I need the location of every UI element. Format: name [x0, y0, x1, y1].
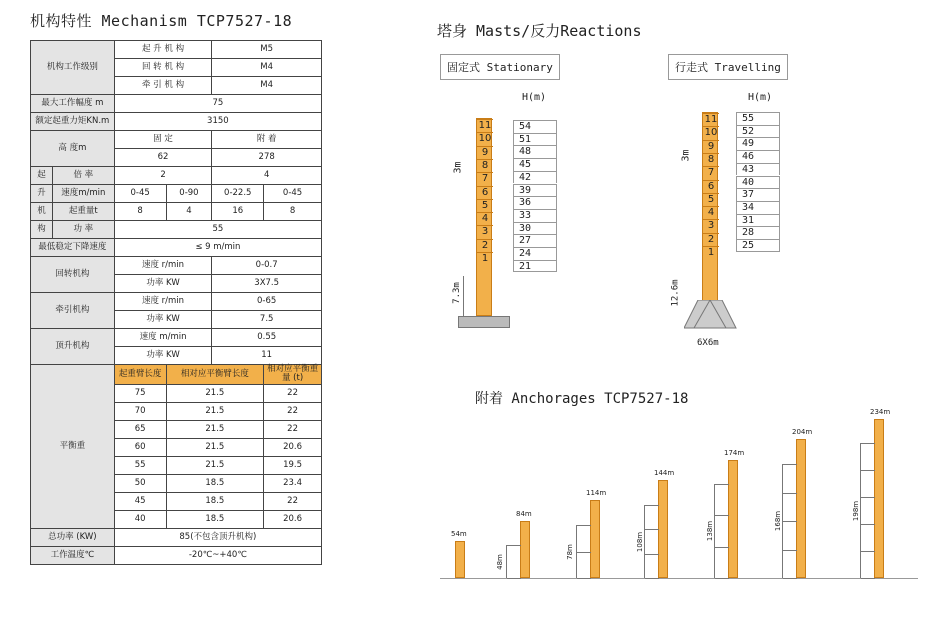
- height-cell: 43: [736, 163, 780, 176]
- cw-cell: 75: [114, 384, 166, 402]
- travelling-h-label: H(m): [748, 92, 773, 103]
- mast-section-label: 11: [477, 119, 493, 133]
- ratio-2: 2: [114, 167, 212, 185]
- cw-cell: 70: [114, 402, 166, 420]
- table-row: [31, 203, 322, 221]
- mechanism-spec-table: [30, 40, 322, 565]
- height-cell: 42: [513, 171, 557, 184]
- anchorage-top-label: 144m: [654, 469, 675, 477]
- anchorage-tower: [796, 439, 806, 578]
- table-row: [31, 185, 322, 203]
- table-row: [31, 95, 322, 113]
- anchorage-frame: [782, 464, 797, 578]
- mast-section-label: 2: [703, 233, 719, 247]
- anchorage-top-label: 234m: [870, 408, 891, 416]
- stationary-tab: 固定式 Stationary: [440, 54, 560, 80]
- anchorage-top-label: 204m: [792, 428, 813, 436]
- table-row: [31, 239, 322, 257]
- height-cell: 33: [513, 209, 557, 222]
- speed-value: 0-22.5: [212, 185, 264, 203]
- cw-cell: 21.5: [166, 438, 264, 456]
- stationary-dim-mast: 3m: [452, 161, 464, 174]
- height-cell: 52: [736, 125, 780, 138]
- cw-header: 相对应平衡重量 (t): [264, 365, 322, 385]
- mast-section-label: 7: [477, 172, 493, 186]
- anchorage-frame: [506, 545, 521, 578]
- anchorage-tie: [783, 493, 797, 494]
- mast-section-label: 1: [477, 252, 493, 266]
- cw-cell: 65: [114, 420, 166, 438]
- climb-label: 顶升机构: [31, 329, 115, 365]
- anchorage-tie: [645, 554, 659, 555]
- anchorage-tie: [715, 547, 729, 548]
- travelling-dim-track: 6X6m: [697, 338, 719, 348]
- anchorage-tie: [645, 529, 659, 530]
- anchorage-tie: [645, 578, 659, 579]
- max-radius-label: 最大工作幅度 m: [31, 95, 115, 113]
- anchorage-height-label: 198m: [852, 500, 861, 521]
- load-value: 8: [264, 203, 322, 221]
- height-cell: 51: [513, 133, 557, 146]
- mast-section-label: 8: [477, 159, 493, 173]
- load-value: 8: [114, 203, 166, 221]
- slew-speed-value: 0-0.7: [212, 257, 322, 275]
- speed-value: 0-45: [264, 185, 322, 203]
- cw-cell: 21.5: [166, 402, 264, 420]
- rated-moment-value: 3150: [114, 113, 321, 131]
- anchorage-top-label: 84m: [516, 510, 532, 518]
- anchorage-tie: [577, 578, 591, 579]
- stationary-base: [458, 316, 510, 328]
- anchorage-tie: [861, 524, 875, 525]
- stationary-mast: [476, 118, 492, 316]
- mast-section-label: 4: [477, 212, 493, 226]
- fixed-value: 62: [114, 149, 212, 167]
- travelling-dim-mast: 3m: [680, 149, 692, 162]
- anchorage-tie: [861, 497, 875, 498]
- attached-value: 278: [212, 149, 322, 167]
- power-value: 55: [114, 221, 321, 239]
- anchorage-frame: [644, 505, 659, 578]
- height-cell: 30: [513, 222, 557, 235]
- work-level-name: 起 升 机 构: [114, 41, 212, 59]
- anchorage-tie: [861, 470, 875, 471]
- mast-section-label: 9: [703, 140, 719, 154]
- mast-section-label: 3: [477, 225, 493, 239]
- cw-cell: 20.6: [264, 438, 322, 456]
- anchorage-tower: [590, 500, 600, 578]
- height-cell: 24: [513, 247, 557, 260]
- speed-label: 速度m/min: [52, 185, 114, 203]
- height-cell: 34: [736, 201, 780, 214]
- slew-power-value: 3X7.5: [212, 275, 322, 293]
- table-row: [31, 131, 322, 149]
- table-row: [31, 546, 322, 564]
- hoist-char: 机: [31, 203, 53, 221]
- anchorage-tower: [658, 480, 668, 578]
- height-cell: 54: [513, 120, 557, 133]
- table-row: [31, 41, 322, 59]
- work-level-name: 回 转 机 构: [114, 59, 212, 77]
- anchorage-height-label: 108m: [636, 531, 645, 552]
- load-label: 起重量t: [52, 203, 114, 221]
- cw-cell: 60: [114, 438, 166, 456]
- anchorage-frame: [860, 443, 875, 578]
- anchorage-tie: [783, 464, 797, 465]
- mast-section-label: 4: [703, 206, 719, 220]
- trolley-label: 牵引机构: [31, 293, 115, 329]
- mast-section-label: 9: [477, 146, 493, 160]
- anchorage-tie: [861, 578, 875, 579]
- height-cell: 48: [513, 145, 557, 158]
- cw-cell: 18.5: [166, 492, 264, 510]
- anchorage-tower: [874, 419, 884, 578]
- table-row: [31, 167, 322, 185]
- masts-title: 塔身 Masts/反力Reactions: [437, 22, 642, 40]
- speed-value: 0-45: [114, 185, 166, 203]
- anchorage-tie: [715, 484, 729, 485]
- anchorage-height-label: 48m: [495, 553, 504, 570]
- height-cell: 39: [513, 184, 557, 197]
- climb-power-value: 11: [212, 347, 322, 365]
- hoist-char: 升: [31, 185, 53, 203]
- trolley-power-value: 7.5: [212, 311, 322, 329]
- table-row: [31, 365, 322, 385]
- cw-cell: 21.5: [166, 384, 264, 402]
- slew-speed-label: 速度 r/min: [114, 257, 212, 275]
- travelling-dim-base: 12.6m: [670, 279, 681, 307]
- travelling-tab: 行走式 Travelling: [668, 54, 788, 80]
- height-cell: 28: [736, 226, 780, 239]
- cw-cell: 22: [264, 420, 322, 438]
- height-cell: 21: [513, 260, 557, 273]
- anchorage-height-label: 138m: [706, 520, 715, 542]
- travelling-base: [684, 300, 744, 340]
- height-cell: 37: [736, 188, 780, 201]
- load-value: 16: [212, 203, 264, 221]
- temp-label: 工作温度℃: [31, 546, 115, 564]
- mast-section-label: 5: [703, 193, 719, 207]
- cw-cell: 22: [264, 402, 322, 420]
- anchorages-title: 附着 Anchorages TCP7527-18: [475, 391, 689, 407]
- ratio-label: 倍 率: [52, 167, 114, 185]
- cw-cell: 40: [114, 510, 166, 528]
- travelling-mast: [702, 112, 718, 302]
- mast-section-label: 11: [703, 113, 719, 127]
- max-radius-value: 75: [114, 95, 321, 113]
- climb-speed-value: 0.55: [212, 329, 322, 347]
- climb-speed-label: 速度 m/min: [114, 329, 212, 347]
- height-cell: 25: [736, 239, 780, 252]
- table-row: [31, 329, 322, 347]
- min-landing-value: ≤ 9 m/min: [114, 239, 321, 257]
- rated-moment-label: 额定起重力矩KN.m: [31, 113, 115, 131]
- work-level-name: 牵 引 机 构: [114, 77, 212, 95]
- anchorage-height-label: 78m: [565, 543, 574, 560]
- cw-cell: 23.4: [264, 474, 322, 492]
- height-cell: 27: [513, 234, 557, 247]
- height-label: 高 度m: [31, 131, 115, 167]
- mast-section-label: 3: [703, 219, 719, 233]
- cw-cell: 19.5: [264, 456, 322, 474]
- anchorage-tie: [645, 505, 659, 506]
- mast-section-label: 10: [703, 126, 719, 140]
- table-row: [31, 257, 322, 275]
- cw-cell: 18.5: [166, 474, 264, 492]
- ratio-4: 4: [212, 167, 322, 185]
- height-cell: 31: [736, 214, 780, 227]
- anchorage-height-label: 168m: [774, 510, 783, 532]
- cw-cell: 21.5: [166, 456, 264, 474]
- trolley-power-label: 功率 KW: [114, 311, 212, 329]
- anchorage-top-label: 114m: [586, 489, 607, 497]
- cw-cell: 20.6: [264, 510, 322, 528]
- trolley-speed-value: 0-65: [212, 293, 322, 311]
- table-row: [31, 528, 322, 546]
- anchorage-tie: [783, 521, 797, 522]
- height-cell: 46: [736, 150, 780, 163]
- anchorage-top-label: 54m: [451, 530, 467, 538]
- total-power-label: 总功率 (KW): [31, 528, 115, 546]
- hoist-char: 构: [31, 221, 53, 239]
- cw-header: 起重臂长度: [114, 365, 166, 385]
- anchorage-frame: [714, 484, 729, 578]
- anchorage-tie: [861, 443, 875, 444]
- mast-section-label: 7: [703, 166, 719, 180]
- load-value: 4: [166, 203, 212, 221]
- cw-cell: 22: [264, 384, 322, 402]
- cw-cell: 50: [114, 474, 166, 492]
- total-power-value: 85(不包含顶升机构): [114, 528, 321, 546]
- work-level-value: M4: [212, 77, 322, 95]
- anchorage-tie: [715, 578, 729, 579]
- height-cell: 36: [513, 196, 557, 209]
- stationary-dim-base: 7.3m: [451, 282, 462, 304]
- height-cell: 49: [736, 137, 780, 150]
- cw-cell: 18.5: [166, 510, 264, 528]
- cw-cell: 55: [114, 456, 166, 474]
- mast-section-label: 10: [477, 132, 493, 146]
- speed-value: 0-90: [166, 185, 212, 203]
- mast-section-label: 8: [703, 153, 719, 167]
- mast-section-label: 5: [477, 199, 493, 213]
- table-row: [31, 293, 322, 311]
- anchorage-tie: [783, 550, 797, 551]
- cw-cell: 21.5: [166, 420, 264, 438]
- anchorage-tower: [728, 460, 738, 578]
- min-landing-label: 最低稳定下降速度: [31, 239, 115, 257]
- power-label: 功 率: [52, 221, 114, 239]
- mast-section-label: 1: [703, 246, 719, 260]
- work-level-value: M5: [212, 41, 322, 59]
- stationary-base-line: [463, 276, 464, 316]
- slew-label: 回转机构: [31, 257, 115, 293]
- mast-section-label: 2: [477, 239, 493, 253]
- trolley-speed-label: 速度 r/min: [114, 293, 212, 311]
- anchorage-tower: [455, 541, 465, 578]
- height-cell: 55: [736, 112, 780, 125]
- anchorage-tie: [715, 515, 729, 516]
- anchorage-tie: [507, 578, 521, 579]
- hoist-char: 起: [31, 167, 53, 185]
- cw-header: 相对应平衡臂长度: [166, 365, 264, 385]
- table-row: [31, 113, 322, 131]
- stationary-h-label: H(m): [522, 92, 547, 103]
- anchorage-tie: [861, 551, 875, 552]
- mast-section-label: 6: [703, 180, 719, 194]
- slew-power-label: 功率 KW: [114, 275, 212, 293]
- attached-label: 附 着: [212, 131, 322, 149]
- anchorage-tie: [507, 545, 521, 546]
- temp-value: -20℃~+40℃: [114, 546, 321, 564]
- height-cell: 40: [736, 176, 780, 189]
- cw-cell: 22: [264, 492, 322, 510]
- anchorage-tie: [783, 578, 797, 579]
- work-level-value: M4: [212, 59, 322, 77]
- work-level-label: 机构工作级别: [31, 41, 115, 95]
- anchorage-tie: [577, 525, 591, 526]
- anchorage-frame: [576, 525, 591, 578]
- anchorage-tie: [577, 552, 591, 553]
- mast-section-label: 6: [477, 186, 493, 200]
- fixed-label: 固 定: [114, 131, 212, 149]
- cw-cell: 45: [114, 492, 166, 510]
- anchorage-tower: [520, 521, 530, 578]
- counterweight-label: 平衡重: [31, 365, 115, 529]
- table-row: [31, 221, 322, 239]
- height-cell: 45: [513, 158, 557, 171]
- anchorage-top-label: 174m: [724, 449, 745, 457]
- mechanism-title: 机构特性 Mechanism TCP7527-18: [30, 12, 293, 30]
- climb-power-label: 功率 KW: [114, 347, 212, 365]
